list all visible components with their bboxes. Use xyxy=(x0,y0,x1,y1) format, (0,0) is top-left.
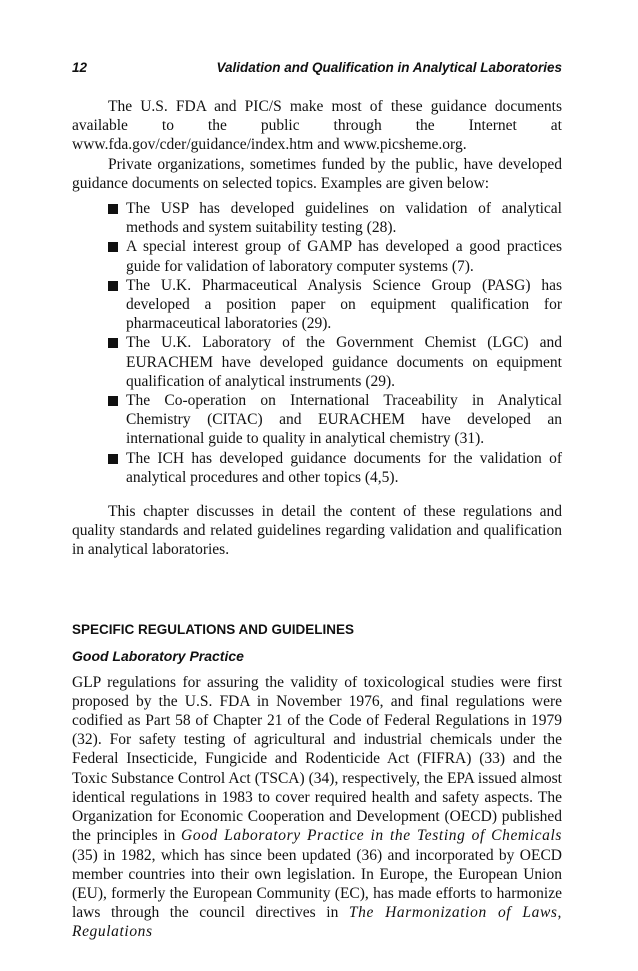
list-item: The U.K. Laboratory of the Government Chemist (LGC) and EURACHEM have developed guidance documents on equipment qualification of analytical instruments (29). xyxy=(108,333,562,391)
list-item: The USP has developed guidelines on validation of analytical methods and system suitability testing (28). xyxy=(108,199,562,237)
square-bullet-icon xyxy=(108,204,118,214)
glp-paragraph: GLP regulations for assuring the validity of toxicological studies were first proposed by the U.S. FDA in November 1976, and final regulations were codified as Part 58 of Chapter 21 of the Code of Federal Regulations in 1979 (32). For safety testing of agricultural and industrial chemicals under the Federal Insecticide, Fungicide and Rodenticide Act (FIFRA) (33) and the Toxic Substance Control Act (TSCA) (34), respectively, the EPA issued almost identical regulations in 1983 to cover required health and safety aspects. The Organization for Economic Cooperation and Development (OECD) published the principles in Good Laboratory Practice in the Testing of Chemicals (35) in 1982, which has since been updated (36) and incorporated by OECD member countries into their own legislation. In Europe, the European Union (EU), formerly the European Community (EC), has made efforts to harmonize laws through the council directives in The Harmonization of Laws, Regulations xyxy=(72,673,562,941)
section-heading: SPECIFIC REGULATIONS AND GUIDELINES xyxy=(72,621,355,637)
subsection-heading: Good Laboratory Practice xyxy=(72,647,244,664)
list-item: A special interest group of GAMP has developed a good practices guide for validation of laboratory computer systems (7). xyxy=(108,237,562,275)
running-title: Validation and Qualification in Analytical Laboratories xyxy=(216,60,562,75)
running-header xyxy=(72,60,562,75)
list-item: The U.K. Pharmaceutical Analysis Science Group (PASG) has developed a position paper on equipment qualification for pharmaceutical laboratories (29). xyxy=(108,276,562,334)
page-body xyxy=(72,97,562,942)
guidance-list xyxy=(72,199,562,487)
page-number: 12 xyxy=(72,60,88,75)
chapter-paragraph: This chapter discusses in detail the content of these regulations and quality standards and related guidelines regarding validation and qualification in analytical laboratories. xyxy=(72,503,562,559)
list-item: The Co-operation on International Traceability in Analytical Chemistry (CITAC) and EURACHEM have developed an international guide to quality in analytical chemistry (31). xyxy=(108,391,562,449)
list-item: The ICH has developed guidance documents for the validation of analytical procedures and other topics (4,5). xyxy=(108,449,562,487)
cited-title: The Harmonization of Laws, Regulations xyxy=(72,904,562,941)
square-bullet-icon xyxy=(108,454,118,464)
square-bullet-icon xyxy=(108,338,118,348)
cited-title: Good Laboratory Practice in the Testing of Chemicals xyxy=(181,827,562,845)
intro-paragraph-1: The U.S. FDA and PIC/S make most of these guidance documents available to the public through the Internet at www.fda.gov/cder/guidance/index.htm and www.picsheme.org. xyxy=(72,98,562,154)
intro-paragraph-2: Private organizations, sometimes funded by the public, have developed guidance documents on selected topics. Examples are given below: xyxy=(72,155,562,192)
square-bullet-icon xyxy=(108,242,118,252)
square-bullet-icon xyxy=(108,396,118,406)
square-bullet-icon xyxy=(108,281,118,291)
